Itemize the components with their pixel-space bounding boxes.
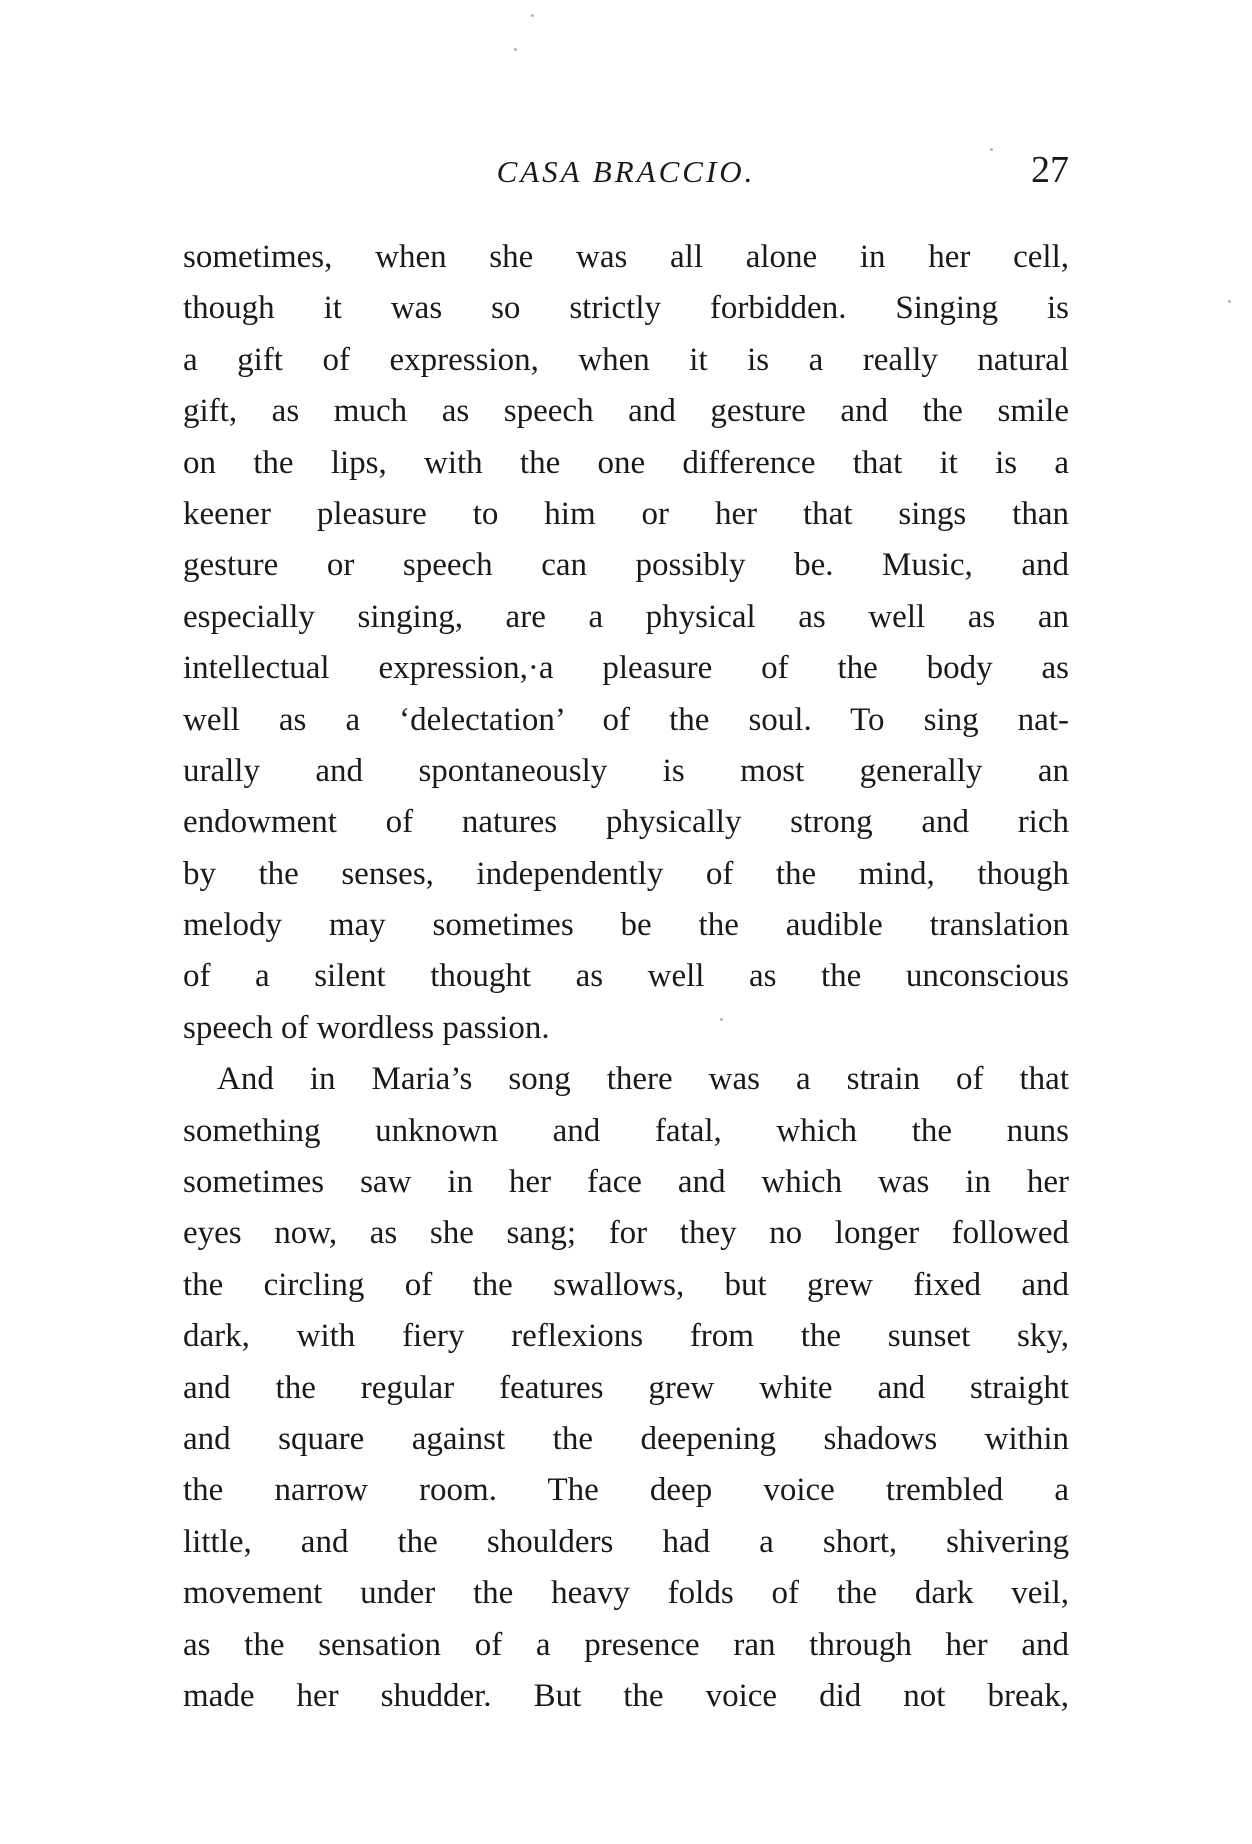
text-line: and the regular features grew white and straight <box>183 1369 1069 1406</box>
text-line: speech of wordless passion. <box>183 1009 550 1046</box>
text-line: especially singing, are a physical as well as an <box>183 598 1069 635</box>
text-line: a gift of expression, when it is a really natural <box>183 341 1069 378</box>
text-line: gift, as much as speech and gesture and the smile <box>183 393 1069 430</box>
text-line: movement under the heavy folds of the dark veil, <box>183 1575 1069 1612</box>
text-line: little, and the shoulders had a short, shivering <box>183 1523 1069 1560</box>
text-line: And in Maria’s song there was a strain of that <box>217 1061 1069 1098</box>
text-line: urally and spontaneously is most generally an <box>183 752 1069 789</box>
text-line: and square against the deepening shadows within <box>183 1420 1069 1457</box>
text-line: sometimes, when she was all alone in her cell, <box>183 239 1069 275</box>
text-line: though it was so strictly forbidden. Singing is <box>183 290 1069 327</box>
body-text <box>183 232 1069 1722</box>
page-number: 27 <box>1031 149 1069 191</box>
text-line: endowment of natures physically strong and rich <box>183 804 1069 841</box>
text-line: gesture or speech can possibly be. Music, and <box>183 547 1069 584</box>
text-line: keener pleasure to him or her that sings than <box>183 495 1069 532</box>
paragraph-1 <box>183 232 1069 1054</box>
paper-speck <box>531 14 534 17</box>
text-line: made her shudder. But the voice did not break, <box>183 1677 1069 1714</box>
text-line: by the senses, independently of the mind, though <box>183 855 1069 892</box>
text-line: intellectual expression,·a pleasure of the body as <box>183 650 1069 687</box>
paper-speck <box>514 48 517 51</box>
text-line: something unknown and fatal, which the nuns <box>183 1112 1069 1149</box>
running-head <box>183 148 1069 192</box>
header-title: CASA BRACCIO. <box>496 154 756 189</box>
text-line: as the sensation of a presence ran through her and <box>183 1626 1069 1663</box>
text-line: dark, with fiery reflexions from the sunset sky, <box>183 1318 1069 1355</box>
text-line: melody may sometimes be the audible translation <box>183 907 1069 944</box>
text-line: eyes now, as she sang; for they no longer followed <box>183 1215 1069 1252</box>
text-line: the narrow room. The deep voice trembled a <box>183 1472 1069 1509</box>
text-line: on the lips, with the one difference that it is a <box>183 444 1069 481</box>
paragraph-2 <box>183 1054 1069 1722</box>
text-line: well as a ‘delectation’ of the soul. To sing nat- <box>183 701 1069 738</box>
paper-speck <box>1228 300 1231 303</box>
text-line: sometimes saw in her face and which was in her <box>183 1164 1069 1201</box>
text-line: the circling of the swallows, but grew fixed and <box>183 1266 1069 1303</box>
text-line: of a silent thought as well as the unconscious <box>183 958 1069 995</box>
